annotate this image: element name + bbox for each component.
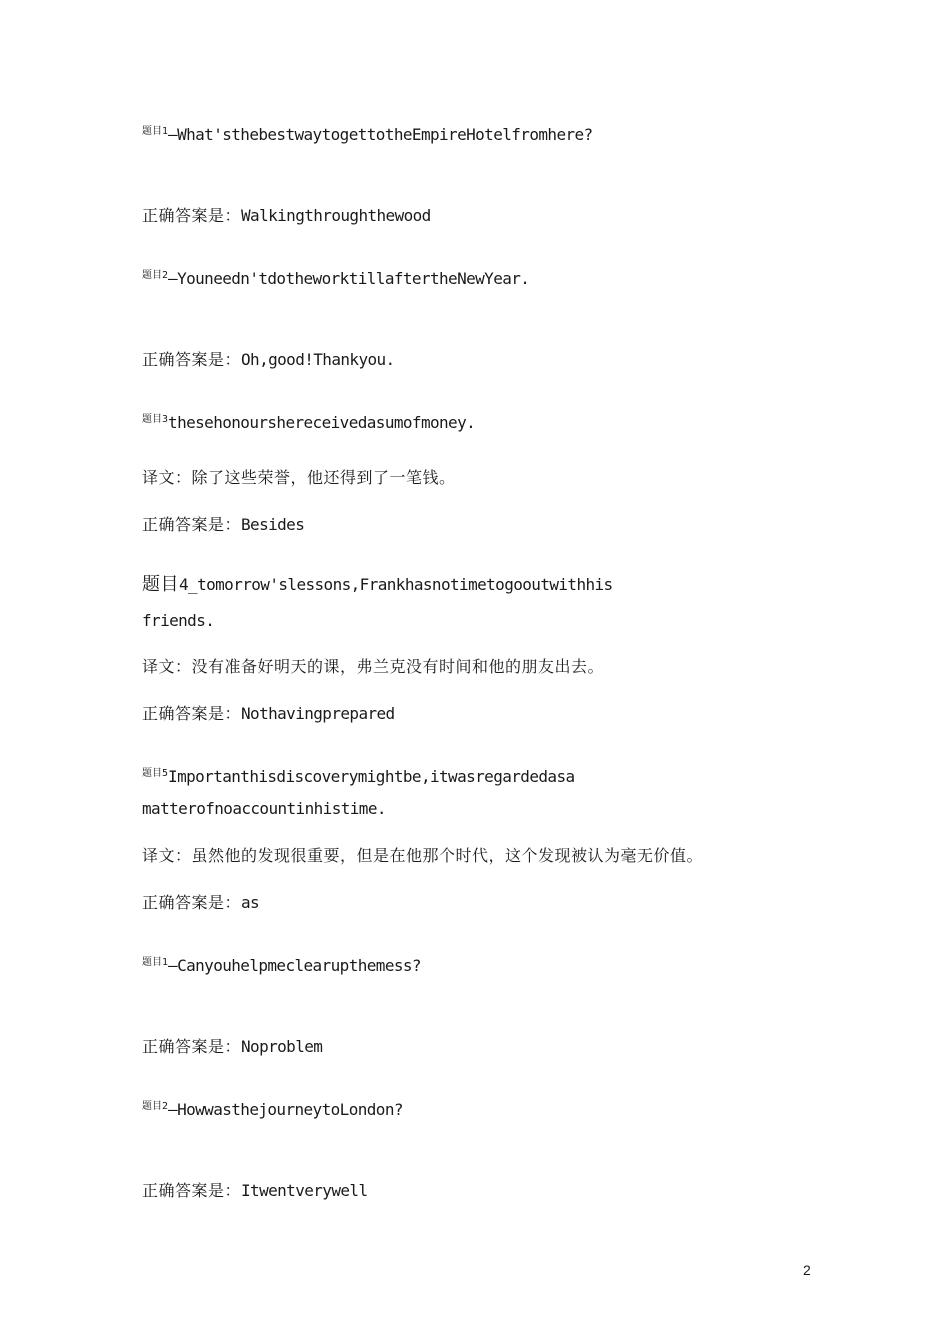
translation-text: 虽然他的发现很重要，但是在他那个时代，这个发现被认为毫无价值。	[191, 846, 704, 865]
question-label: 题目	[142, 768, 162, 779]
translation-4	[142, 657, 604, 677]
answer-text: Noproblem	[241, 1037, 323, 1056]
answer-7	[142, 1181, 367, 1201]
answer-1	[142, 206, 431, 226]
question-1	[142, 122, 593, 145]
question-7	[142, 1097, 403, 1120]
answer-text: Besides	[241, 515, 305, 534]
question-number: 4	[179, 575, 189, 594]
question-text: —Canyouhelpmeclearupthemess?	[168, 956, 421, 975]
question-4-continued	[142, 611, 214, 631]
question-number: 2	[162, 270, 169, 281]
question-number: 2	[162, 1101, 169, 1112]
answer-label: 正确答案是：	[142, 515, 242, 534]
answer-label: 正确答案是：	[142, 704, 242, 723]
translation-label: 译文：	[142, 657, 192, 676]
question-text: _tomorrow'slessons,Frankhasnotimetogooutwithhis	[188, 575, 613, 594]
question-label: 题目	[142, 270, 162, 281]
answer-4	[142, 704, 395, 724]
question-text: —What'sthebestwaytogettotheEmpireHotelfromhere?	[168, 125, 593, 144]
question-label: 题目	[142, 1101, 162, 1112]
answer-text: Oh,good!Thankyou.	[241, 350, 395, 369]
answer-6	[142, 1037, 322, 1057]
answer-label: 正确答案是：	[142, 893, 242, 912]
page-number: 2	[803, 1262, 811, 1278]
question-6	[142, 953, 421, 976]
answer-2	[142, 350, 395, 370]
question-4	[142, 575, 613, 595]
question-text: —HowwasthejourneytoLondon?	[168, 1100, 403, 1119]
question-text: —Youneedn'tdotheworktillaftertheNewYear.	[168, 269, 530, 288]
translation-3	[142, 468, 456, 488]
answer-label: 正确答案是：	[142, 206, 242, 225]
answer-text: Nothavingprepared	[241, 704, 395, 723]
question-number: 1	[162, 957, 169, 968]
answer-text: as	[241, 893, 260, 912]
question-label: 题目	[142, 126, 162, 137]
question-2	[142, 266, 529, 289]
translation-text: 没有准备好明天的课，弗兰克没有时间和他的朋友出去。	[191, 657, 605, 676]
question-5	[142, 764, 575, 787]
question-label: 题目	[142, 957, 162, 968]
question-text: Importanthisdiscoverymightbe,itwasregardedasa	[168, 767, 575, 786]
question-text: matterofnoaccountinhistime.	[142, 799, 386, 818]
question-number: 3	[162, 414, 169, 425]
answer-text: Itwentverywell	[241, 1181, 368, 1200]
question-label: 题目	[142, 574, 179, 595]
question-text: thesehonourshereceivedasumofmoney.	[168, 413, 476, 432]
question-number: 5	[162, 768, 169, 779]
question-label: 题目	[142, 414, 162, 425]
translation-5	[142, 846, 703, 866]
question-3	[142, 410, 475, 433]
question-5-continued	[142, 799, 386, 819]
answer-3	[142, 515, 304, 535]
answer-5	[142, 893, 259, 913]
question-text: friends.	[142, 611, 215, 630]
question-number: 1	[162, 126, 169, 137]
answer-text: Walkingthroughthewood	[241, 206, 431, 225]
translation-text: 除了这些荣誉，他还得到了一笔钱。	[191, 468, 456, 487]
translation-label: 译文：	[142, 468, 192, 487]
translation-label: 译文：	[142, 846, 192, 865]
answer-label: 正确答案是：	[142, 1181, 242, 1200]
answer-label: 正确答案是：	[142, 1037, 242, 1056]
answer-label: 正确答案是：	[142, 350, 242, 369]
